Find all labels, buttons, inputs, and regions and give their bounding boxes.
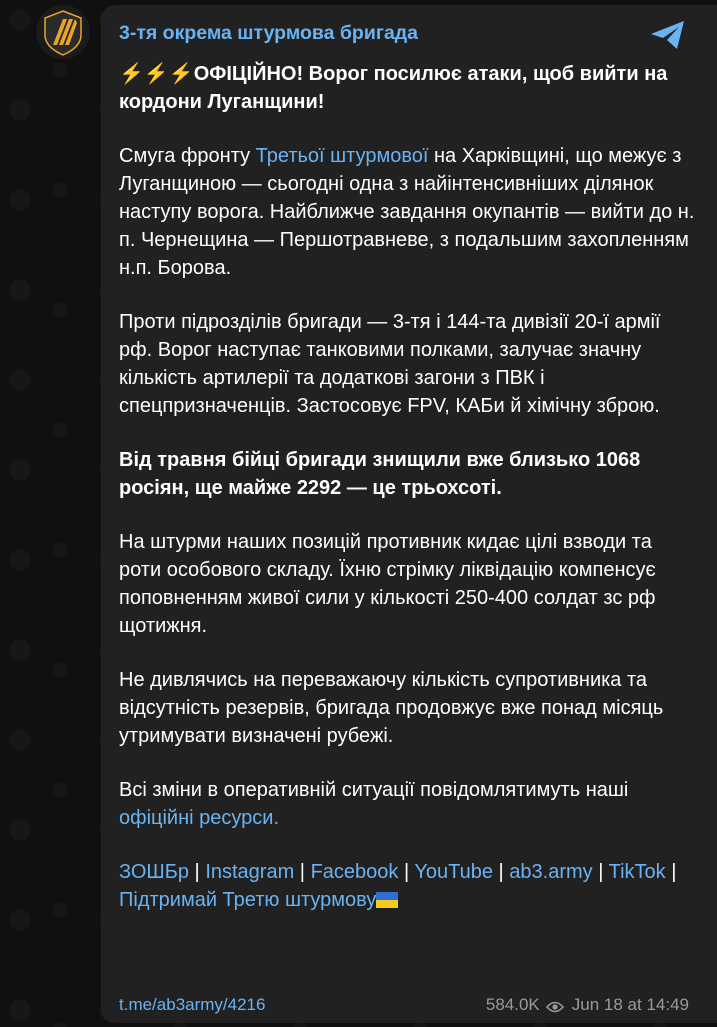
view-count: 584.0K xyxy=(485,995,540,1014)
channel-name[interactable]: 3-тя окрема штурмова бригада xyxy=(119,22,419,44)
link-zoshbr[interactable]: ЗОШБр xyxy=(119,861,189,883)
link-separator: | xyxy=(398,861,415,883)
paragraph-text: Всі зміни в оперативній ситуації повідомлятимуть наші xyxy=(119,779,629,801)
link-support[interactable]: Підтримай Третю штурмову xyxy=(119,889,377,911)
official-resources-link[interactable]: офіційні ресурси. xyxy=(119,807,280,829)
paragraph-front xyxy=(119,142,699,282)
link-separator: | xyxy=(492,861,510,883)
link-separator: | xyxy=(294,861,311,883)
brigade-logo-icon xyxy=(36,5,90,59)
link-ab3-army[interactable]: ab3.army xyxy=(509,861,593,883)
link-instagram[interactable]: Instagram xyxy=(205,861,295,883)
message-text xyxy=(119,60,699,914)
link-youtube[interactable]: YouTube xyxy=(414,861,493,883)
link-facebook[interactable]: Facebook xyxy=(310,861,399,883)
paragraph-resources xyxy=(119,776,699,832)
channel-avatar[interactable] xyxy=(36,5,90,59)
paragraph-text: на Харківщині, що межує з Луганщиною — сьогодні одна з найінтенсивніших ділянок наступу ворога. Найближче завдання окупантів — вийти до н. п. Чернещина — Першотравневе, з подальшим захопленням н.п. Борова. xyxy=(119,145,695,279)
paragraph-losses: Від травня бійці бригади знищили вже близько 1068 росіян, ще майже 2292 — це трьохсоті. xyxy=(119,449,641,499)
share-arrow-icon[interactable] xyxy=(649,19,687,51)
eye-icon xyxy=(546,1000,564,1014)
link-separator: | xyxy=(189,861,206,883)
paragraph-assaults: На штурми наших позицій противник кидає цілі взводи та роти особового складу. Їхню стрімку ліквідацію компенсує поповненням живої сили у кількості 250-400 солдат зс рф щотижня. xyxy=(119,531,656,637)
message-footer xyxy=(119,993,689,1017)
social-links xyxy=(119,858,699,914)
message-date: Jun 18 at 14:49 xyxy=(571,995,689,1014)
paragraph-enemy-forces: Проти підрозділів бригади — 3-тя і 144-та дивізії 20-ї армії рф. Ворог наступає танковими полками, залучає значну кількість артилерії та додаткові загони з ПВК і спецпризначенців. Застосовує FPV, КАБи й хімічну зброю. xyxy=(119,311,661,417)
paragraph-holding: Не дивлячись на переважаючу кількість супротивника та відсутність резервів, бригада продовжує вже понад місяць утримувати визначені рубежі. xyxy=(119,669,664,747)
post-link[interactable]: t.me/ab3army/4216 xyxy=(119,995,266,1014)
link-tiktok[interactable]: TikTok xyxy=(608,861,666,883)
lightning-emoji: ⚡⚡⚡ xyxy=(119,63,194,85)
message-meta xyxy=(486,993,689,1017)
link-separator: | xyxy=(592,861,609,883)
paragraph-text: Смуга фронту xyxy=(119,145,256,167)
headline-text: ОФІЦІЙНО! Ворог посилює атаки, щоб вийти на кордони Луганщини! xyxy=(119,63,668,113)
headline xyxy=(119,60,699,116)
message-bubble xyxy=(101,5,717,1023)
link-separator: | xyxy=(665,861,677,883)
third-assault-link[interactable]: Третьої штурмової xyxy=(255,145,429,167)
ukraine-flag-icon xyxy=(376,892,398,908)
